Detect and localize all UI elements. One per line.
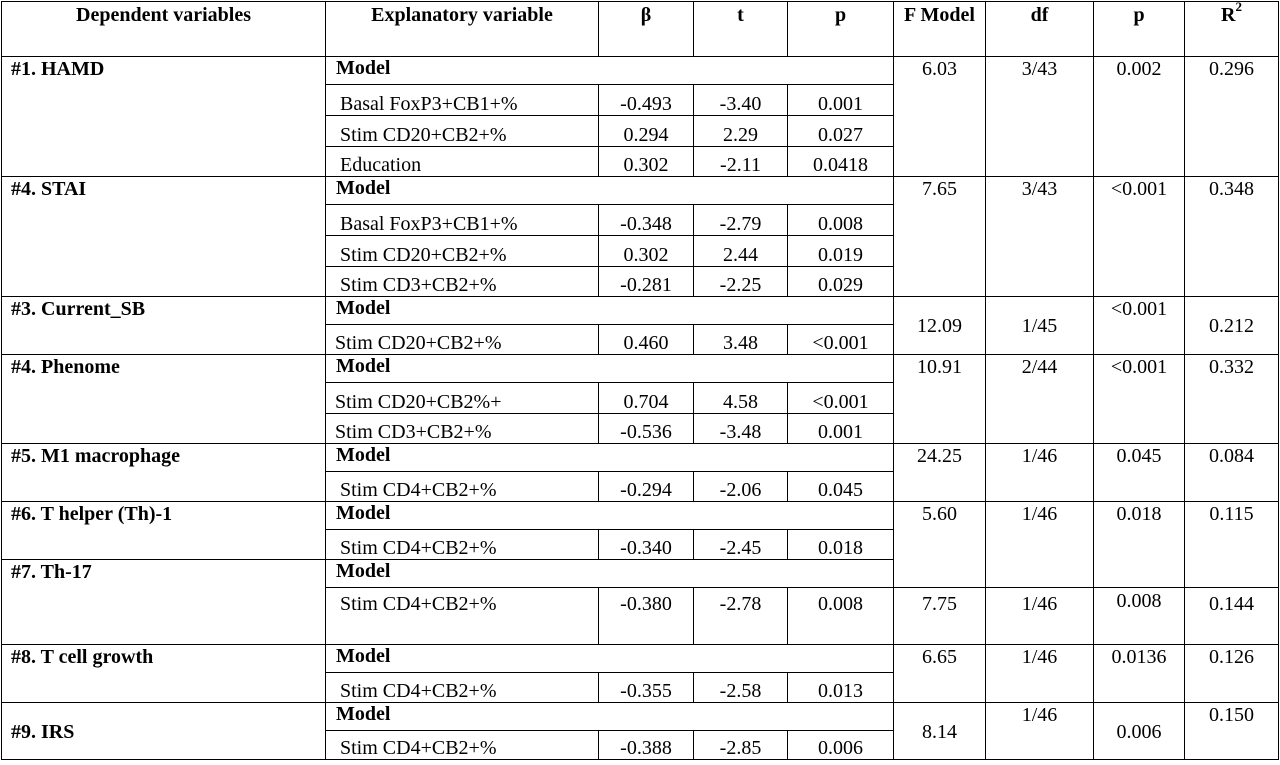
f-model-value: 6.65 — [894, 645, 986, 703]
f-model-value: 7.65 — [894, 177, 986, 297]
f-model-value: 10.91 — [894, 355, 986, 444]
header-df: df — [986, 2, 1094, 57]
t-value: -2.58 — [694, 673, 788, 703]
p-value: <0.001 — [788, 325, 894, 355]
r2-value: 0.150 — [1185, 703, 1279, 760]
beta-value: -0.493 — [599, 85, 694, 116]
model-p-value: 0.002 — [1094, 57, 1185, 177]
header-beta: β — [599, 2, 694, 57]
t-value: -3.48 — [694, 414, 788, 444]
dependent-variable: #9. IRS — [2, 703, 326, 760]
explanatory-variable: Stim CD4+CB2+% — [326, 731, 599, 760]
beta-value: 0.294 — [599, 116, 694, 147]
df-value: 1/46 — [986, 502, 1094, 560]
beta-value: -0.355 — [599, 673, 694, 703]
model-p-value: 0.0136 — [1094, 645, 1185, 703]
dependent-variable: #8. T cell growth — [2, 645, 326, 703]
explanatory-variable: Stim CD3+CB2+% — [326, 414, 599, 444]
beta-value: -0.340 — [599, 530, 694, 560]
table-row — [2, 502, 1279, 530]
model-label: Model — [326, 177, 894, 205]
explanatory-variable: Basal FoxP3+CB1+% — [326, 85, 599, 116]
table-row — [2, 177, 1279, 205]
header-r2-base: R — [1221, 4, 1236, 26]
header-explanatory-variable: Explanatory variable — [326, 2, 599, 57]
model-label: Model — [326, 444, 894, 472]
t-value: 3.48 — [694, 325, 788, 355]
model-p-value: <0.001 — [1094, 177, 1185, 297]
f-model-value: 8.14 — [894, 703, 986, 760]
t-value: -3.40 — [694, 85, 788, 116]
dependent-variable: #4. Phenome — [2, 355, 326, 444]
p-value: 0.006 — [788, 731, 894, 760]
beta-value: 0.302 — [599, 236, 694, 267]
r2-value: 0.212 — [1185, 297, 1279, 355]
beta-value: -0.348 — [599, 205, 694, 236]
beta-value: -0.281 — [599, 267, 694, 297]
t-value: 2.29 — [694, 116, 788, 147]
p-value: 0.001 — [788, 414, 894, 444]
header-f-model: F Model — [894, 2, 986, 57]
header-p: p — [788, 2, 894, 57]
empty-cell — [1185, 560, 1279, 588]
dependent-variable: #3. Current_SB — [2, 297, 326, 355]
f-model-value: 24.25 — [894, 444, 986, 502]
model-label: Model — [326, 502, 894, 530]
table-row — [2, 297, 1279, 325]
empty-cell — [894, 560, 986, 588]
dependent-variable: #6. T helper (Th)-1 — [2, 502, 326, 560]
p-value: 0.029 — [788, 267, 894, 297]
explanatory-variable: Stim CD20+CB2+% — [326, 325, 599, 355]
table-row — [2, 444, 1279, 472]
model-label: Model — [326, 297, 894, 325]
explanatory-variable: Stim CD20+CB2%+ — [326, 383, 599, 414]
beta-value: 0.460 — [599, 325, 694, 355]
t-value: 4.58 — [694, 383, 788, 414]
p-value: 0.019 — [788, 236, 894, 267]
beta-value: -0.536 — [599, 414, 694, 444]
f-model-value: 7.75 — [894, 588, 986, 645]
explanatory-variable: Stim CD3+CB2+% — [326, 267, 599, 297]
model-p-value: 0.018 — [1094, 502, 1185, 560]
t-value: 2.44 — [694, 236, 788, 267]
dependent-variable: #5. M1 macrophage — [2, 444, 326, 502]
t-value: -2.85 — [694, 731, 788, 760]
header-model-p: p — [1094, 2, 1185, 57]
model-label: Model — [326, 355, 894, 383]
f-model-value: 12.09 — [894, 297, 986, 355]
t-value: -2.25 — [694, 267, 788, 297]
t-value: -2.06 — [694, 472, 788, 502]
header-r2-sup: 2 — [1235, 1, 1242, 15]
p-value: 0.008 — [788, 588, 894, 645]
p-value: 0.018 — [788, 530, 894, 560]
df-value: 1/45 — [986, 297, 1094, 355]
r2-value: 0.115 — [1185, 502, 1279, 560]
t-value: -2.78 — [694, 588, 788, 645]
table-row — [2, 560, 1279, 588]
p-value: 0.045 — [788, 472, 894, 502]
explanatory-variable: Stim CD20+CB2+% — [326, 236, 599, 267]
p-value: 0.0418 — [788, 147, 894, 177]
p-value: 0.027 — [788, 116, 894, 147]
df-value: 1/46 — [986, 444, 1094, 502]
beta-value: 0.302 — [599, 147, 694, 177]
empty-cell — [986, 560, 1094, 588]
f-model-value: 5.60 — [894, 502, 986, 560]
header-row — [2, 2, 1279, 57]
table-row — [2, 355, 1279, 383]
dependent-variable: #1. HAMD — [2, 57, 326, 177]
table-row — [2, 645, 1279, 673]
model-p-value: 0.006 — [1094, 703, 1185, 760]
table-row — [2, 703, 1279, 731]
df-value: 1/46 — [986, 645, 1094, 703]
df-value: 1/46 — [986, 588, 1094, 645]
t-value: -2.45 — [694, 530, 788, 560]
model-p-value: 0.008 — [1094, 588, 1185, 645]
explanatory-variable: Stim CD4+CB2+% — [326, 673, 599, 703]
model-label: Model — [326, 57, 894, 85]
p-value: <0.001 — [788, 383, 894, 414]
r2-value: 0.296 — [1185, 57, 1279, 177]
p-value: 0.001 — [788, 85, 894, 116]
model-p-value: <0.001 — [1094, 297, 1185, 355]
df-value: 2/44 — [986, 355, 1094, 444]
r2-value: 0.144 — [1185, 588, 1279, 645]
model-label: Model — [326, 560, 894, 588]
r2-value: 0.332 — [1185, 355, 1279, 444]
beta-value: 0.704 — [599, 383, 694, 414]
p-value: 0.008 — [788, 205, 894, 236]
beta-value: -0.388 — [599, 731, 694, 760]
model-p-value: 0.045 — [1094, 444, 1185, 502]
r2-value: 0.126 — [1185, 645, 1279, 703]
explanatory-variable: Stim CD4+CB2+% — [326, 472, 599, 502]
explanatory-variable: Stim CD20+CB2+% — [326, 116, 599, 147]
beta-value: -0.380 — [599, 588, 694, 645]
r2-value: 0.348 — [1185, 177, 1279, 297]
r2-value: 0.084 — [1185, 444, 1279, 502]
df-value: 3/43 — [986, 177, 1094, 297]
empty-cell — [1094, 560, 1185, 588]
explanatory-variable: Education — [326, 147, 599, 177]
model-label: Model — [326, 645, 894, 673]
explanatory-variable: Stim CD4+CB2+% — [326, 530, 599, 560]
header-t: t — [694, 2, 788, 57]
p-value: 0.013 — [788, 673, 894, 703]
model-label: Model — [326, 703, 894, 731]
f-model-value: 6.03 — [894, 57, 986, 177]
explanatory-variable: Stim CD4+CB2+% — [326, 588, 599, 645]
df-value: 1/46 — [986, 703, 1094, 760]
explanatory-variable: Basal FoxP3+CB1+% — [326, 205, 599, 236]
model-p-value: <0.001 — [1094, 355, 1185, 444]
header-r2 — [1185, 2, 1279, 57]
beta-value: -0.294 — [599, 472, 694, 502]
t-value: -2.11 — [694, 147, 788, 177]
header-dependent-variables: Dependent variables — [2, 2, 326, 57]
table-row — [2, 57, 1279, 85]
regression-table — [1, 1, 1279, 760]
dependent-variable: #7. Th-17 — [2, 560, 326, 645]
t-value: -2.79 — [694, 205, 788, 236]
dependent-variable: #4. STAI — [2, 177, 326, 297]
df-value: 3/43 — [986, 57, 1094, 177]
